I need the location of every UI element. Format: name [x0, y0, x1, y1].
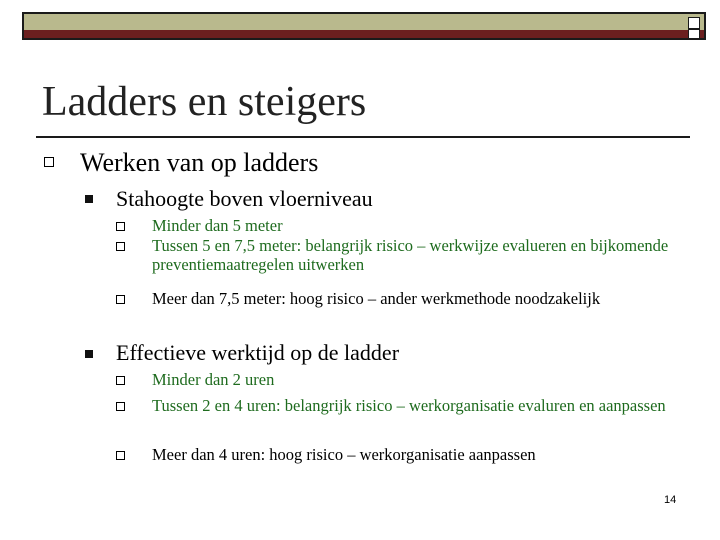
header-square-decor — [688, 17, 700, 29]
level1-text: Werken van op ladders — [80, 148, 319, 177]
list-item: Meer dan 4 uren: hoog risico – werkorganisatie aanpassen — [152, 445, 536, 464]
page-number: 14 — [664, 494, 677, 506]
list-item: Minder dan 5 meter — [152, 216, 283, 235]
level3-bullet-icon — [116, 402, 125, 411]
header-decor-bar — [22, 12, 706, 40]
header-maroon-band — [24, 30, 704, 38]
list-item: Tussen 5 en 7,5 meter: belangrijk risico – werkwijze evalueren en bijkomende preventiemaatregelen uitwerken — [152, 236, 669, 274]
level2-bullet-icon — [85, 195, 93, 203]
section-heading: Effectieve werktijd op de ladder — [116, 340, 400, 365]
section-heading: Stahoogte boven vloerniveau — [116, 186, 373, 211]
header-olive-band — [24, 14, 704, 30]
slide-title: Ladders en steigers — [42, 79, 367, 125]
list-item: Meer dan 7,5 meter: hoog risico – ander werkmethode noodzakelijk — [152, 289, 601, 308]
list-item: Minder dan 2 uren — [152, 370, 275, 389]
level2-bullet-icon — [85, 350, 93, 358]
header-square-decor — [688, 29, 700, 39]
level3-bullet-icon — [116, 376, 125, 385]
level3-bullet-icon — [116, 242, 125, 251]
level3-bullet-icon — [116, 295, 125, 304]
level3-bullet-icon — [116, 451, 125, 460]
level3-bullet-icon — [116, 222, 125, 231]
title-underline — [36, 136, 690, 138]
level1-bullet-icon — [44, 157, 54, 167]
list-item: Tussen 2 en 4 uren: belangrijk risico – werkorganisatie evaluren en aanpassen — [152, 396, 666, 415]
